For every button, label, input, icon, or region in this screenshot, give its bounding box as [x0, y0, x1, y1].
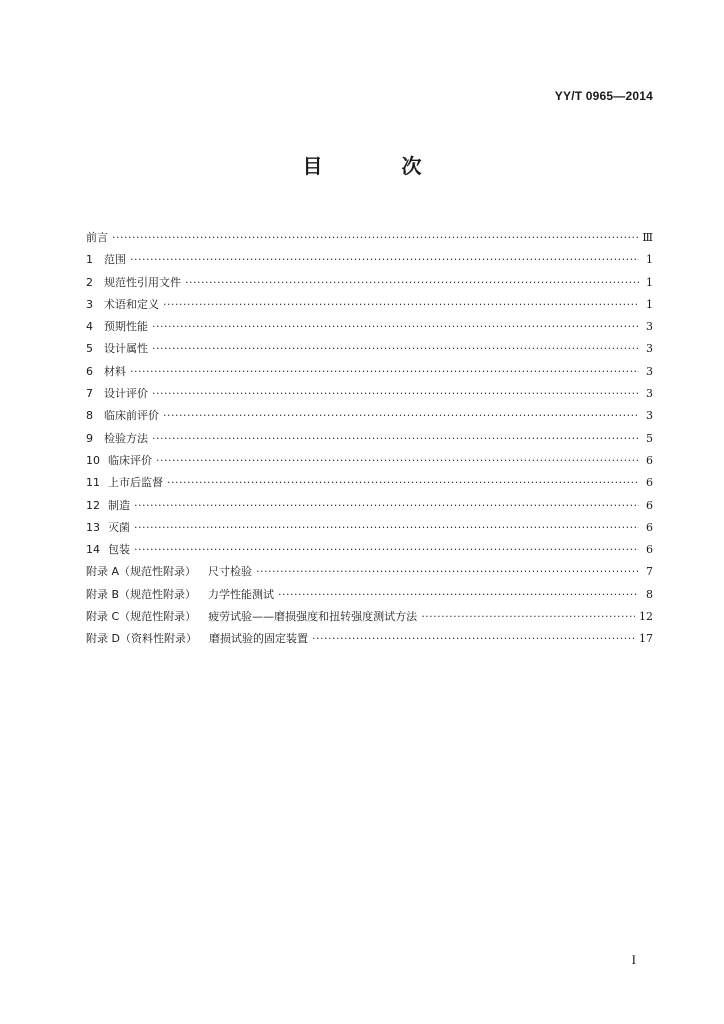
toc-leader [312, 628, 635, 650]
toc-annex-entry[interactable] [86, 584, 653, 606]
toc-leader [185, 272, 639, 294]
toc-entry[interactable] [86, 272, 653, 294]
toc-entry-number: 2 [86, 275, 93, 289]
toc-entry-label: 检验方法 [104, 431, 148, 445]
toc-entry-number: 8 [86, 409, 93, 423]
toc-entry[interactable] [86, 338, 653, 360]
toc-entry-label: 包装 [108, 543, 130, 557]
toc-entry[interactable] [86, 249, 653, 271]
annex-title: 尺寸检验 [208, 565, 253, 579]
table-of-contents [86, 227, 653, 651]
toc-entry-number: 4 [86, 320, 93, 334]
toc-entry-page: 3 [646, 387, 653, 401]
toc-leader [163, 405, 639, 427]
toc-entry-page: 6 [646, 520, 653, 534]
toc-leader [152, 428, 639, 450]
toc-annex-entry[interactable] [86, 628, 653, 650]
toc-entry-number: 7 [86, 387, 93, 401]
toc-entry[interactable] [86, 316, 653, 338]
toc-entry[interactable] [86, 472, 653, 494]
toc-entry-label: 术语和定义 [104, 297, 159, 311]
page-number: I [631, 952, 636, 967]
toc-entry-number: 5 [86, 342, 93, 356]
toc-entry-label: 前言 [86, 231, 108, 244]
toc-leader [130, 361, 639, 383]
toc-leader [152, 383, 639, 405]
toc-leader [130, 249, 639, 271]
toc-entry-label: 规范性引用文件 [104, 275, 181, 289]
toc-entry-label: 制造 [108, 498, 130, 512]
toc-entry-page: 6 [646, 453, 653, 467]
toc-leader [163, 294, 639, 316]
toc-entry-number: 12 [86, 498, 100, 512]
toc-entry[interactable] [86, 361, 653, 383]
toc-entry-label: 临床评价 [108, 453, 152, 467]
toc-leader [421, 606, 635, 628]
toc-entry-page: 5 [646, 431, 653, 445]
toc-leader [152, 316, 639, 338]
annex-designation: 附录 D（资料性附录） [86, 632, 197, 646]
toc-entry-label: 灭菌 [108, 520, 130, 534]
standard-number: YY/T 0965—2014 [554, 89, 653, 103]
toc-leader [278, 584, 639, 606]
toc-entry[interactable] [86, 517, 653, 539]
toc-leader [134, 539, 639, 561]
toc-annex-entry[interactable] [86, 561, 653, 583]
toc-entry[interactable] [86, 294, 653, 316]
toc-entry-page: 6 [646, 476, 653, 490]
annex-designation: 附录 C（规范性附录） [86, 610, 197, 624]
toc-entry-number: 3 [86, 297, 93, 311]
toc-entry-page: 6 [646, 543, 653, 557]
toc-annex-entry[interactable] [86, 606, 653, 628]
toc-entry-page: Ⅲ [642, 231, 653, 244]
toc-entry[interactable] [86, 539, 653, 561]
annex-title: 疲劳试验——磨损强度和扭转强度测试方法 [208, 610, 418, 624]
toc-leader [156, 450, 639, 472]
toc-entry-page: 8 [646, 587, 653, 601]
page-title: 目 次 [302, 154, 458, 178]
toc-entry[interactable] [86, 383, 653, 405]
toc-leader [152, 338, 639, 360]
toc-entry-page: 1 [646, 275, 653, 289]
toc-entry-label: 设计属性 [104, 342, 148, 356]
toc-entry-number: 1 [86, 253, 93, 267]
toc-entry-page: 6 [646, 498, 653, 512]
toc-leader [167, 472, 639, 494]
toc-entry-number: 6 [86, 364, 93, 378]
toc-entry-page: 17 [639, 632, 653, 646]
annex-title: 磨损试验的固定装置 [208, 632, 308, 646]
toc-entry-number: 9 [86, 431, 93, 445]
toc-entry-number: 11 [86, 476, 100, 490]
toc-leader [134, 495, 639, 517]
toc-entry[interactable] [86, 405, 653, 427]
toc-entry-page: 3 [646, 409, 653, 423]
toc-entry-label: 临床前评价 [104, 409, 159, 423]
toc-entry-page: 3 [646, 320, 653, 334]
toc-entry-label: 范围 [104, 253, 126, 267]
annex-designation: 附录 A（规范性附录） [86, 565, 197, 579]
toc-leader [134, 517, 639, 539]
toc-entry-page: 1 [646, 253, 653, 267]
toc-entry[interactable] [86, 495, 653, 517]
toc-entry-page: 12 [639, 610, 653, 624]
toc-entry-page: 7 [646, 565, 653, 579]
toc-leader [112, 227, 638, 249]
annex-designation: 附录 B（规范性附录） [86, 587, 197, 601]
annex-title: 力学性能测试 [208, 587, 275, 601]
toc-entry[interactable] [86, 227, 653, 249]
toc-entry-label: 设计评价 [104, 387, 148, 401]
toc-entry-number: 14 [86, 543, 100, 557]
toc-entry[interactable] [86, 450, 653, 472]
toc-entry-label: 材料 [104, 364, 126, 378]
toc-leader [256, 561, 639, 583]
toc-entry-number: 10 [86, 453, 100, 467]
toc-entry-number: 13 [86, 520, 100, 534]
toc-entry[interactable] [86, 428, 653, 450]
toc-entry-label: 上市后监督 [108, 476, 163, 490]
toc-entry-page: 1 [646, 297, 653, 311]
toc-entry-label: 预期性能 [104, 320, 148, 334]
toc-entry-page: 3 [646, 364, 653, 378]
toc-entry-page: 3 [646, 342, 653, 356]
